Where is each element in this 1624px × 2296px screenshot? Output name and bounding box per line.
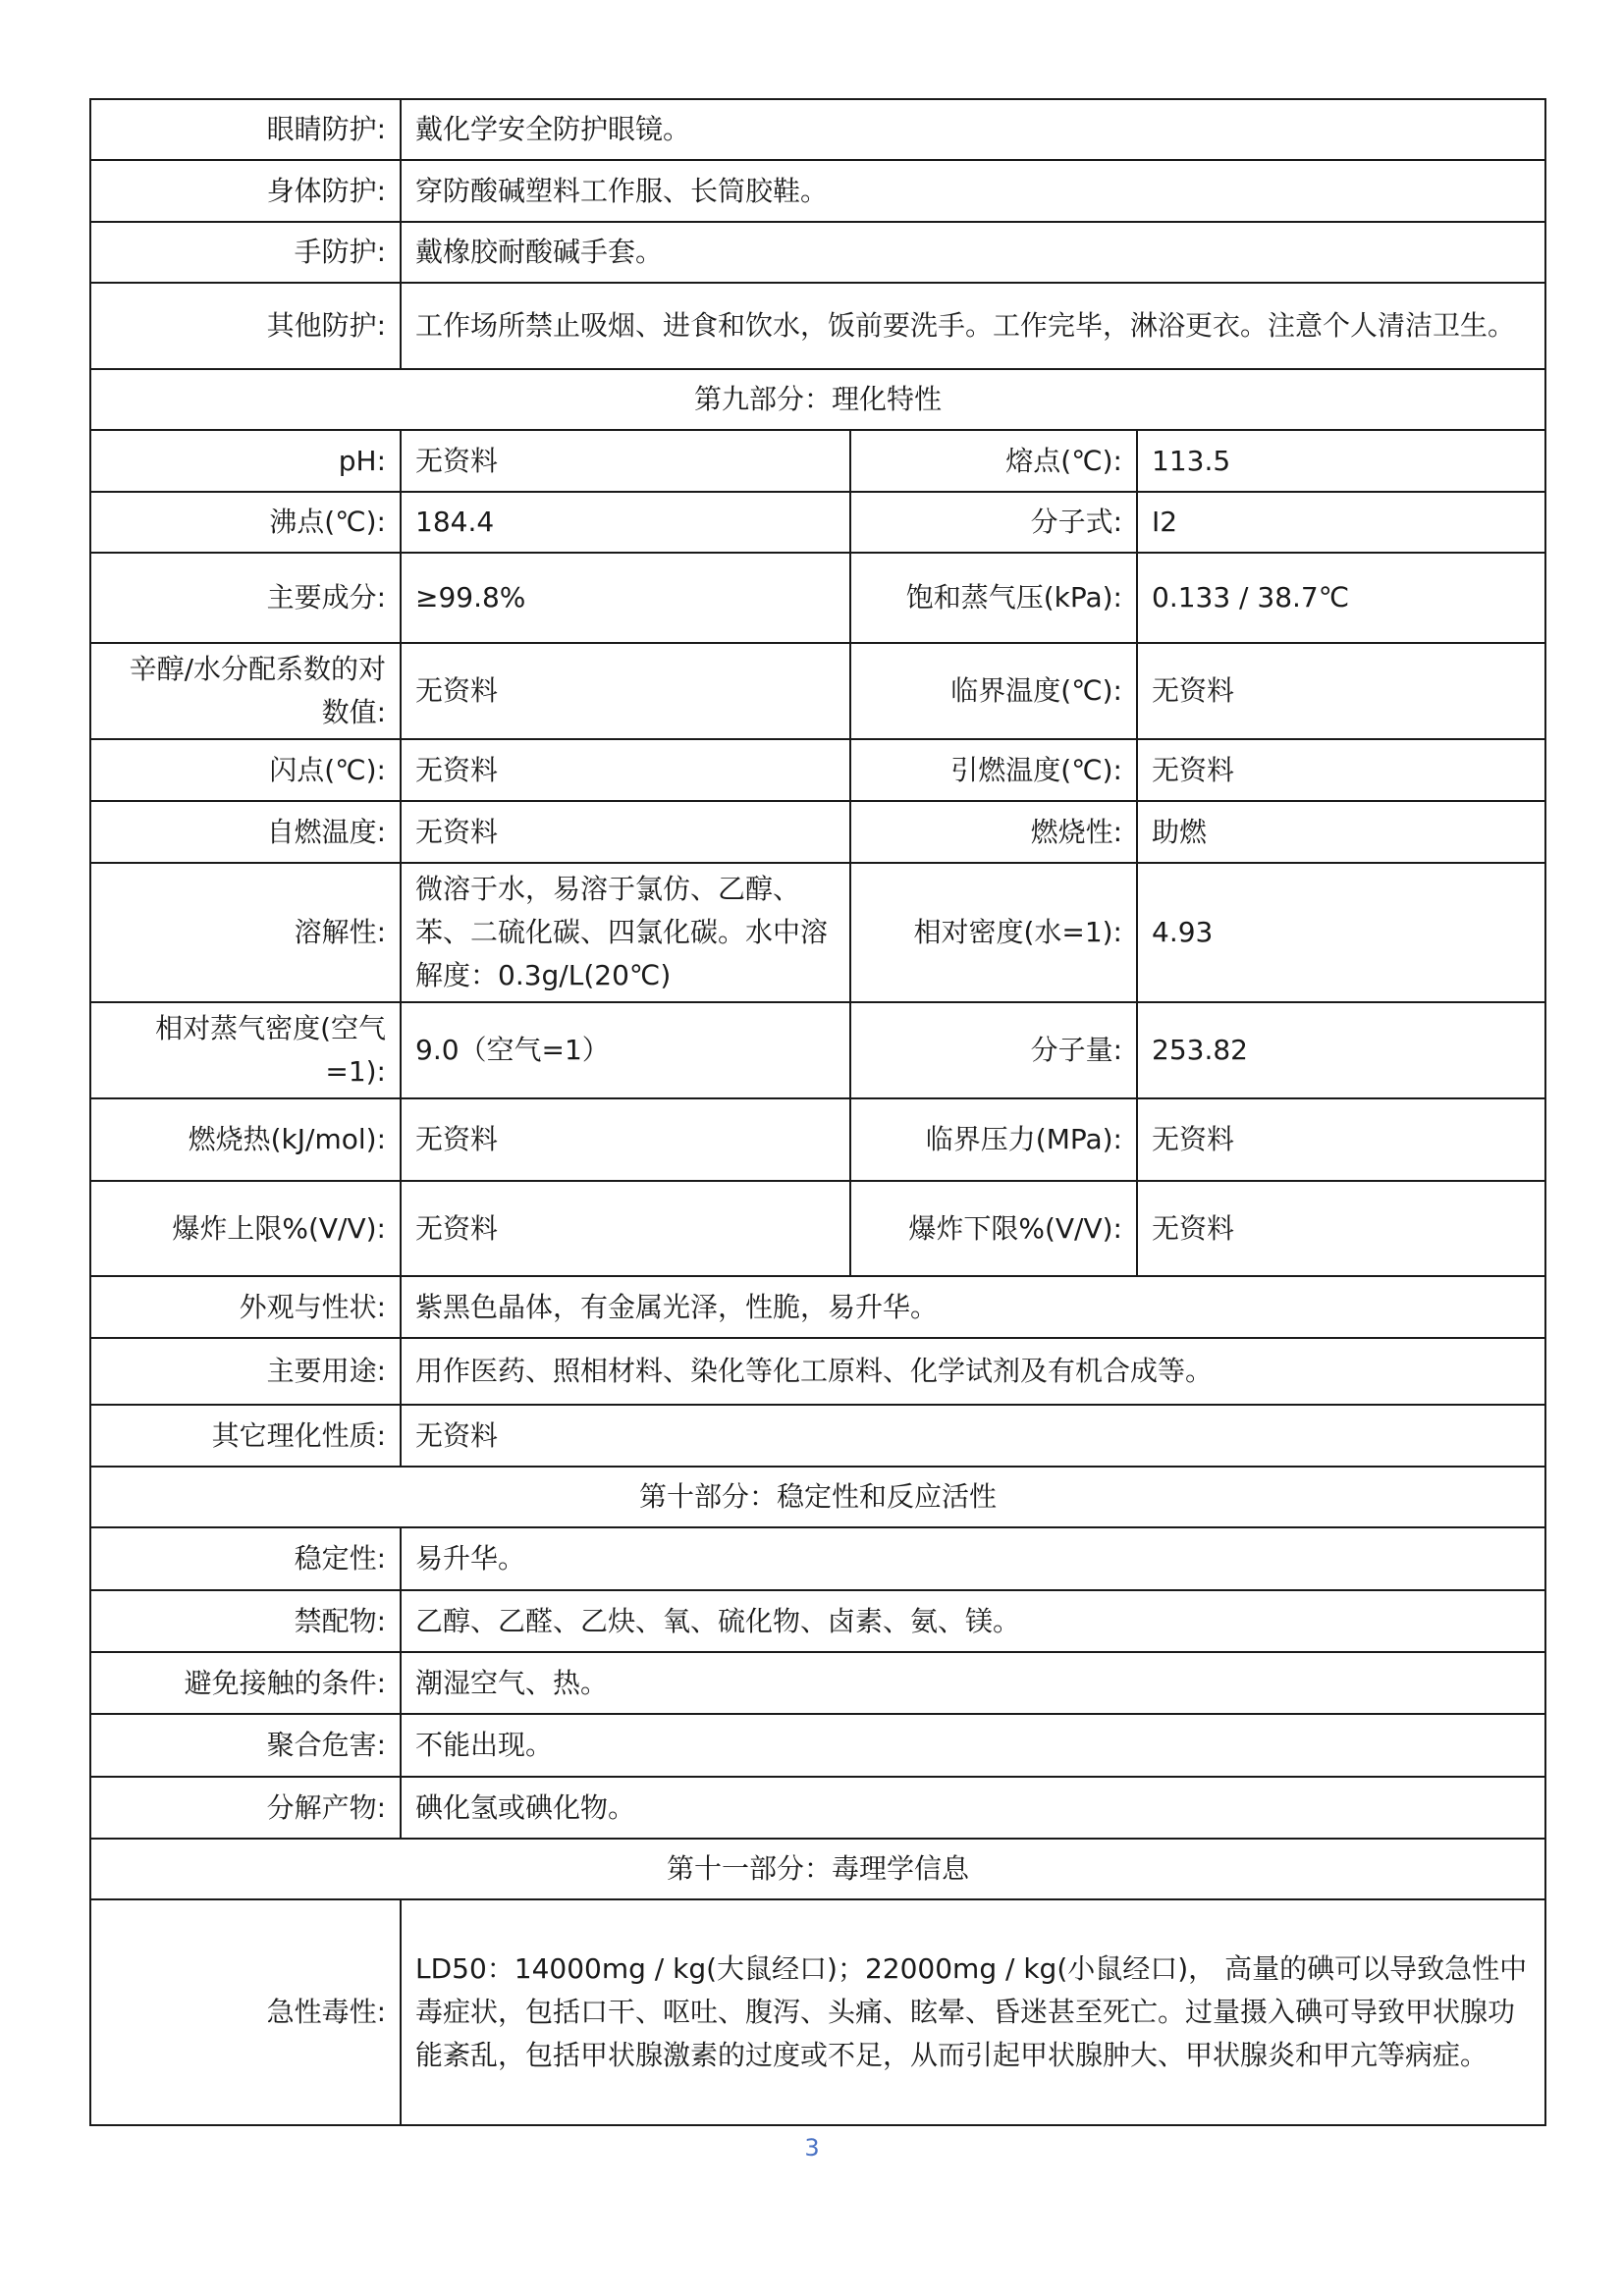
property-label: 辛醇/水分配系数的对数值: [90, 643, 401, 739]
property-value: 184.4 [401, 492, 850, 553]
table-row [90, 99, 1545, 160]
property-value: 0.133 / 38.7℃ [1137, 553, 1545, 643]
section10-title: 第十部分：稳定性和反应活性 [90, 1467, 1545, 1527]
property-label: 爆炸上限%(V/V): [90, 1181, 401, 1276]
other-protection-value: 工作场所禁止吸烟、进食和饮水，饭前要洗手。工作完毕，淋浴更衣。注意个人清洁卫生。 [401, 283, 1545, 369]
appearance-value: 紫黑色晶体，有金属光泽，性脆，易升华。 [401, 1276, 1545, 1338]
property-value: 无资料 [1137, 643, 1545, 739]
property-value: 无资料 [401, 643, 850, 739]
table-row [90, 1276, 1545, 1338]
table-row [90, 863, 1545, 1002]
property-value: ≥99.8% [401, 553, 850, 643]
property-value: I2 [1137, 492, 1545, 553]
table-row [90, 222, 1545, 283]
property-label: 沸点(℃): [90, 492, 401, 553]
property-label: 相对蒸气密度(空气=1): [90, 1002, 401, 1098]
table-row [90, 1590, 1545, 1652]
property-label: 燃烧热(kJ/mol): [90, 1098, 401, 1181]
table-row [90, 1098, 1545, 1181]
table-row [90, 1714, 1545, 1777]
property-value: 无资料 [401, 739, 850, 801]
stability-label: 稳定性: [90, 1527, 401, 1590]
table-row [90, 1405, 1545, 1467]
sds-table [89, 98, 1546, 2126]
body-protection-value: 穿防酸碱塑料工作服、长筒胶鞋。 [401, 160, 1545, 222]
acute-toxicity-label: 急性毒性: [90, 1899, 401, 2125]
property-value: 无资料 [401, 801, 850, 863]
property-label: 饱和蒸气压(kPa): [850, 553, 1137, 643]
table-row [90, 160, 1545, 222]
appearance-label: 外观与性状: [90, 1276, 401, 1338]
property-value: 无资料 [1137, 1181, 1545, 1276]
table-row [90, 1181, 1545, 1276]
table-row [90, 553, 1545, 643]
property-value: 9.0（空气=1） [401, 1002, 850, 1098]
property-label: 分子量: [850, 1002, 1137, 1098]
property-label: pH: [90, 430, 401, 492]
property-value: 无资料 [1137, 1098, 1545, 1181]
table-row [90, 1338, 1545, 1405]
section-header-row [90, 1467, 1545, 1527]
section-header-row [90, 1839, 1545, 1899]
property-label: 临界温度(℃): [850, 643, 1137, 739]
decomposition-value: 碘化氢或碘化物。 [401, 1777, 1545, 1839]
property-value: 无资料 [401, 1181, 850, 1276]
table-row [90, 643, 1545, 739]
table-row [90, 1777, 1545, 1839]
hand-protection-label: 手防护: [90, 222, 401, 283]
property-label: 熔点(℃): [850, 430, 1137, 492]
property-value: 253.82 [1137, 1002, 1545, 1098]
property-label: 分子式: [850, 492, 1137, 553]
table-row [90, 283, 1545, 369]
table-row [90, 1652, 1545, 1714]
other-protection-label: 其他防护: [90, 283, 401, 369]
property-value: 助燃 [1137, 801, 1545, 863]
table-row [90, 1899, 1545, 2125]
table-row [90, 801, 1545, 863]
property-value: 无资料 [401, 1098, 850, 1181]
incompatible-value: 乙醇、乙醛、乙炔、氧、硫化物、卤素、氨、镁。 [401, 1590, 1545, 1652]
other-properties-value: 无资料 [401, 1405, 1545, 1467]
property-value: 4.93 [1137, 863, 1545, 1002]
property-label: 临界压力(MPa): [850, 1098, 1137, 1181]
property-label: 引燃温度(℃): [850, 739, 1137, 801]
eye-protection-label: 眼睛防护: [90, 99, 401, 160]
stability-value: 易升华。 [401, 1527, 1545, 1590]
property-label: 闪点(℃): [90, 739, 401, 801]
avoid-conditions-value: 潮湿空气、热。 [401, 1652, 1545, 1714]
table-row [90, 430, 1545, 492]
polymerization-value: 不能出现。 [401, 1714, 1545, 1777]
property-label: 主要成分: [90, 553, 401, 643]
table-row [90, 1527, 1545, 1590]
property-value: 无资料 [1137, 739, 1545, 801]
body-protection-label: 身体防护: [90, 160, 401, 222]
property-value: 微溶于水，易溶于氯仿、乙醇、苯、二硫化碳、四氯化碳。水中溶解度：0.3g/L(20℃) [401, 863, 850, 1002]
table-row [90, 739, 1545, 801]
hand-protection-value: 戴橡胶耐酸碱手套。 [401, 222, 1545, 283]
eye-protection-value: 戴化学安全防护眼镜。 [401, 99, 1545, 160]
section9-title: 第九部分：理化特性 [90, 369, 1545, 430]
page-number: 3 [804, 2134, 820, 2162]
table-row [90, 1002, 1545, 1098]
main-use-value: 用作医药、照相材料、染化等化工原料、化学试剂及有机合成等。 [401, 1338, 1545, 1405]
property-label: 爆炸下限%(V/V): [850, 1181, 1137, 1276]
property-label: 燃烧性: [850, 801, 1137, 863]
property-label: 相对密度(水=1): [850, 863, 1137, 1002]
property-label: 自燃温度: [90, 801, 401, 863]
property-value: 113.5 [1137, 430, 1545, 492]
property-label: 溶解性: [90, 863, 401, 1002]
property-value: 无资料 [401, 430, 850, 492]
section11-title: 第十一部分：毒理学信息 [90, 1839, 1545, 1899]
decomposition-label: 分解产物: [90, 1777, 401, 1839]
polymerization-label: 聚合危害: [90, 1714, 401, 1777]
table-row [90, 492, 1545, 553]
avoid-conditions-label: 避免接触的条件: [90, 1652, 401, 1714]
other-properties-label: 其它理化性质: [90, 1405, 401, 1467]
section-header-row [90, 369, 1545, 430]
acute-toxicity-value: LD50：14000mg / kg(大鼠经口)；22000mg / kg(小鼠经口)， 高量的碘可以导致急性中毒症状，包括口干、呕吐、腹泻、头痛、眩晕、昏迷甚至死亡。过量摄入碘可导致甲状腺功能紊乱，包括甲状腺激素的过度或不足，从而引起甲状腺肿大、甲状腺炎和甲亢等病症。 [401, 1899, 1545, 2125]
main-use-label: 主要用途: [90, 1338, 401, 1405]
incompatible-label: 禁配物: [90, 1590, 401, 1652]
